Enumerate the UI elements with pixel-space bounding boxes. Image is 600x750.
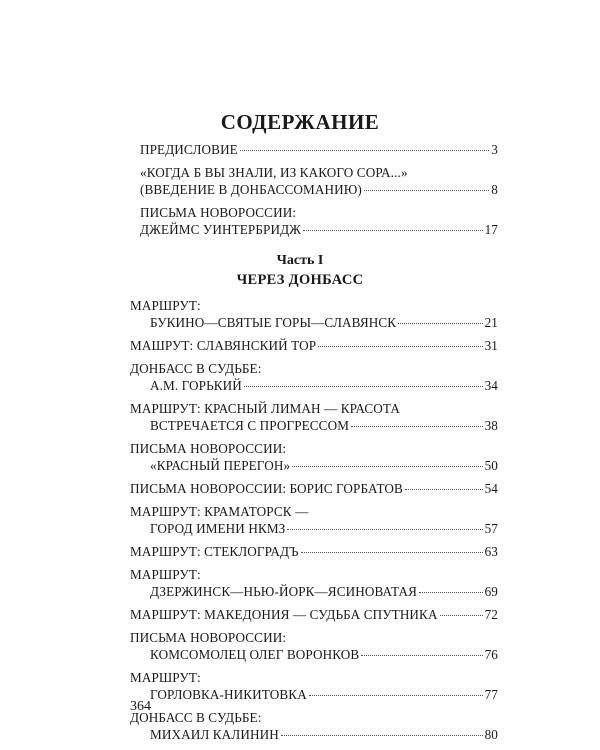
toc-entry-line: ДОНБАСС В СУДЬБЕ:	[130, 361, 262, 376]
toc-entry	[140, 141, 498, 158]
part-title: ЧЕРЕЗ ДОНБАСС	[236, 272, 364, 288]
dot-leader	[364, 190, 489, 191]
toc-entry-text: ГОРОД ИМЕНИ НКМЗ	[150, 521, 286, 536]
toc-entry-last-line	[130, 606, 498, 623]
toc-entry-line: «КОГДА Б ВЫ ЗНАЛИ, ИЗ КАКОГО СОРА...»	[140, 165, 408, 180]
part-heading	[0, 252, 600, 290]
toc-entry	[130, 709, 498, 743]
toc-entry-text: ПИСЬМА НОВОРОССИИ: БОРИС ГОРБАТОВ	[130, 481, 403, 496]
toc-entry	[130, 606, 498, 623]
toc-page-number: 63	[484, 544, 498, 559]
toc-entry	[140, 164, 498, 198]
toc-entry-text: ПРЕДИСЛОВИЕ	[140, 142, 238, 157]
dot-leader	[244, 386, 483, 387]
page-number: 364	[130, 699, 151, 714]
toc-entry	[130, 503, 498, 537]
toc-entry-text: ДЖЕЙМС УИНТЕРБРИДЖ	[140, 222, 302, 237]
toc-entry-text: ГОРЛОВКА-НИКИТОВКА	[150, 687, 307, 702]
toc-entry-last-line	[140, 141, 498, 158]
toc-entry-last-line	[130, 726, 498, 743]
toc-entry-line: МАРШРУТ: КРАМАТОРСК —	[130, 504, 309, 519]
toc-entry-last-line	[130, 417, 498, 434]
dot-leader	[303, 230, 483, 231]
chapter-entries	[130, 297, 498, 749]
dot-leader	[318, 346, 482, 347]
dot-leader	[419, 592, 483, 593]
intro-entries	[140, 141, 498, 244]
toc-page-number: 38	[484, 418, 498, 433]
dot-leader	[281, 735, 483, 736]
toc-page-number: 80	[484, 727, 498, 742]
toc-page-number: 8	[491, 182, 498, 197]
toc-entry-line: МАРШРУТ:	[130, 567, 201, 582]
toc-entry-line: МАРШРУТ:	[130, 670, 201, 685]
toc-entry-last-line	[130, 314, 498, 331]
toc-page-number: 17	[484, 222, 498, 237]
toc-page-number: 72	[484, 607, 498, 622]
toc-entry	[130, 297, 498, 331]
toc-entry-line: ПИСЬМА НОВОРОССИИ:	[140, 205, 297, 220]
dot-leader	[398, 323, 482, 324]
toc-entry-last-line	[130, 337, 498, 354]
toc-entry-text: ВСТРЕЧАЕТСЯ С ПРОГРЕССОМ	[150, 418, 350, 433]
toc-page-number: 57	[484, 521, 498, 536]
toc-entry	[130, 480, 498, 497]
toc-title: СОДЕРЖАНИЕ	[220, 110, 380, 134]
toc-entry-line: ДОНБАСС В СУДЬБЕ:	[130, 710, 262, 725]
toc-entry	[140, 204, 498, 238]
toc-entry-last-line	[130, 520, 498, 537]
toc-entry	[130, 629, 498, 663]
toc-entry-last-line	[140, 181, 498, 198]
toc-page-number: 54	[484, 481, 498, 496]
toc-entry-last-line	[130, 646, 498, 663]
toc-page-number: 34	[484, 378, 498, 393]
toc-entry-last-line	[130, 480, 498, 497]
toc-entry-text: КОМСОМОЛЕЦ ОЛЕГ ВОРОНКОВ	[150, 647, 360, 662]
toc-page-number: 50	[484, 458, 498, 473]
dot-leader	[361, 655, 482, 656]
dot-leader	[287, 529, 482, 530]
toc-entry	[130, 440, 498, 474]
toc-page-number: 76	[484, 647, 498, 662]
toc-entry-line: МАРШРУТ: КРАСНЫЙ ЛИМАН — КРАСОТА	[130, 401, 400, 416]
toc-entry-text: МАРШРУТ: СТЕКЛОГРАДЪ	[130, 544, 299, 559]
toc-entry-last-line	[130, 686, 498, 703]
toc-entry	[130, 543, 498, 560]
dot-leader	[351, 426, 483, 427]
toc-entry-last-line	[140, 221, 498, 238]
dot-leader	[292, 466, 482, 467]
toc-entry-last-line	[130, 457, 498, 474]
toc-page-number: 3	[491, 142, 498, 157]
toc-entry-text: (ВВЕДЕНИЕ В ДОНБАССОМАНИЮ)	[140, 182, 362, 197]
toc-entry-text: «КРАСНЫЙ ПЕРЕГОН»	[150, 458, 291, 473]
toc-entry-line: ПИСЬМА НОВОРОССИИ:	[130, 630, 287, 645]
dot-leader	[405, 489, 483, 490]
toc-entry-text: МАШРУТ: СЛАВЯНСКИЙ ТОР	[130, 338, 317, 353]
dot-leader	[301, 552, 483, 553]
toc-entry-text: ДЗЕРЖИНСК—НЬЮ-ЙОРК—ЯСИНОВАТАЯ	[150, 584, 418, 599]
toc-entry-text: А.М. ГОРЬКИЙ	[150, 378, 242, 393]
dot-leader	[309, 695, 483, 696]
toc-page-number: 31	[484, 338, 498, 353]
toc-entry-text: МАРШРУТ: МАКЕДОНИЯ — СУДЬБА СПУТНИКА	[130, 607, 438, 622]
toc-entry	[130, 400, 498, 434]
toc-entry-last-line	[130, 377, 498, 394]
toc-entry	[130, 360, 498, 394]
part-label: Часть I	[276, 253, 324, 268]
dot-leader	[240, 150, 489, 151]
toc-entry-last-line	[130, 543, 498, 560]
dot-leader	[440, 615, 483, 616]
toc-entry	[130, 566, 498, 600]
toc-entry-line: ПИСЬМА НОВОРОССИИ:	[130, 441, 287, 456]
toc-page-number: 77	[484, 687, 498, 702]
toc-entry-text: БУКИНО—СВЯТЫЕ ГОРЫ—СЛАВЯНСК	[150, 315, 397, 330]
toc-entry-text: МИХАИЛ КАЛИНИН	[150, 727, 279, 742]
toc-page-number: 21	[484, 315, 498, 330]
toc-entry-last-line	[130, 583, 498, 600]
toc-entry	[130, 337, 498, 354]
toc-entry-line: МАРШРУТ:	[130, 298, 201, 313]
toc-page-number: 69	[484, 584, 498, 599]
toc-entry	[130, 669, 498, 703]
